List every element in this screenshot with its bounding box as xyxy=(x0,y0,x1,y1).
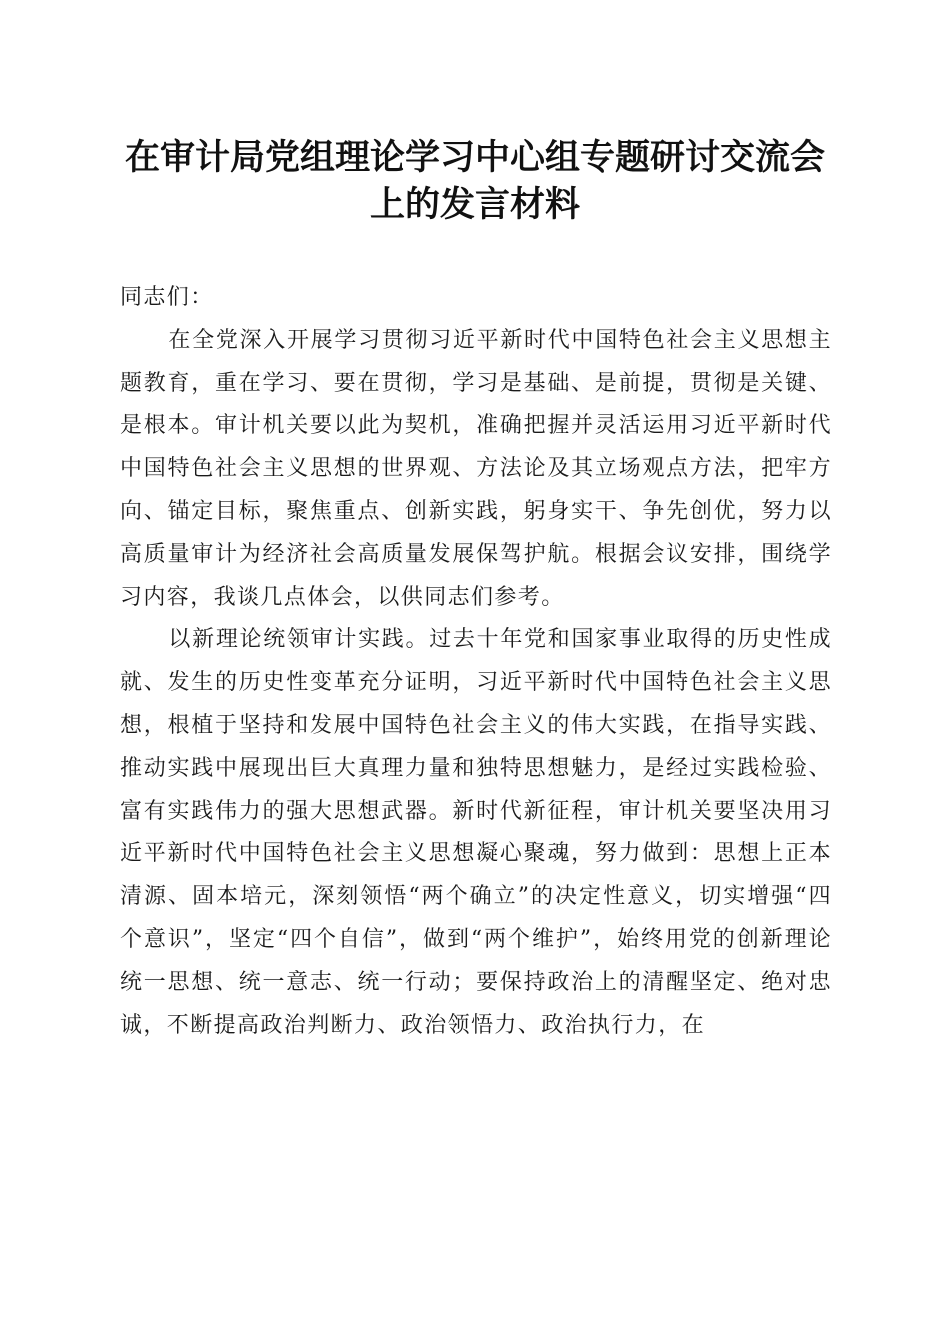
title-line-2: 上的发言材料 xyxy=(369,184,580,225)
salutation: 同志们： xyxy=(120,285,214,310)
paragraph-intro: 在全党深入开展学习贯彻习近平新时代中国特色社会主义思想主题教育，重在学习、要在贯彻，学习是基础、是前提，贯彻是关键、是根本。审计机关要以此为契机，准确把握并灵活运用习近平新时代中国特色社会主义思想的世界观、方法论及其立场观点方法，把牢方向、锚定目标，聚焦重点、创新实践，躬身实干、争先创优，努力以高质量审计为经济社会高质量发展保驾护航。根据会议安排，围绕学习内容，我谈几点体会，以供同志们参考。 xyxy=(120,327,832,610)
document-body xyxy=(120,277,832,1047)
paragraph-section-1: 以新理论统领审计实践。过去十年党和国家事业取得的历史性成就、发生的历史性变革充分证明，习近平新时代中国特色社会主义思想，根植于坚持和发展中国特色社会主义的伟大实践，在指导实践、推动实践中展现出巨大真理力量和独特思想魅力，是经过实践检验、富有实践伟力的强大思想武器。新时代新征程，审计机关要坚决用习近平新时代中国特色社会主义思想凝心聚魂，努力做到：思想上正本清源、固本培元，深刻领悟“两个确立”的决定性意义，切实增强“四个意识”，坚定“四个自信”，做到“两个维护”，始终用党的创新理论统一思想、统一意志、统一行动；要保持政治上的清醒坚定、绝对忠诚，不断提高政治判断力、政治领悟力、政治执行力，在 xyxy=(120,627,832,1038)
title-line-1: 在审计局党组理论学习中心组专题研讨交流会 xyxy=(124,137,825,178)
document-title xyxy=(100,134,850,228)
